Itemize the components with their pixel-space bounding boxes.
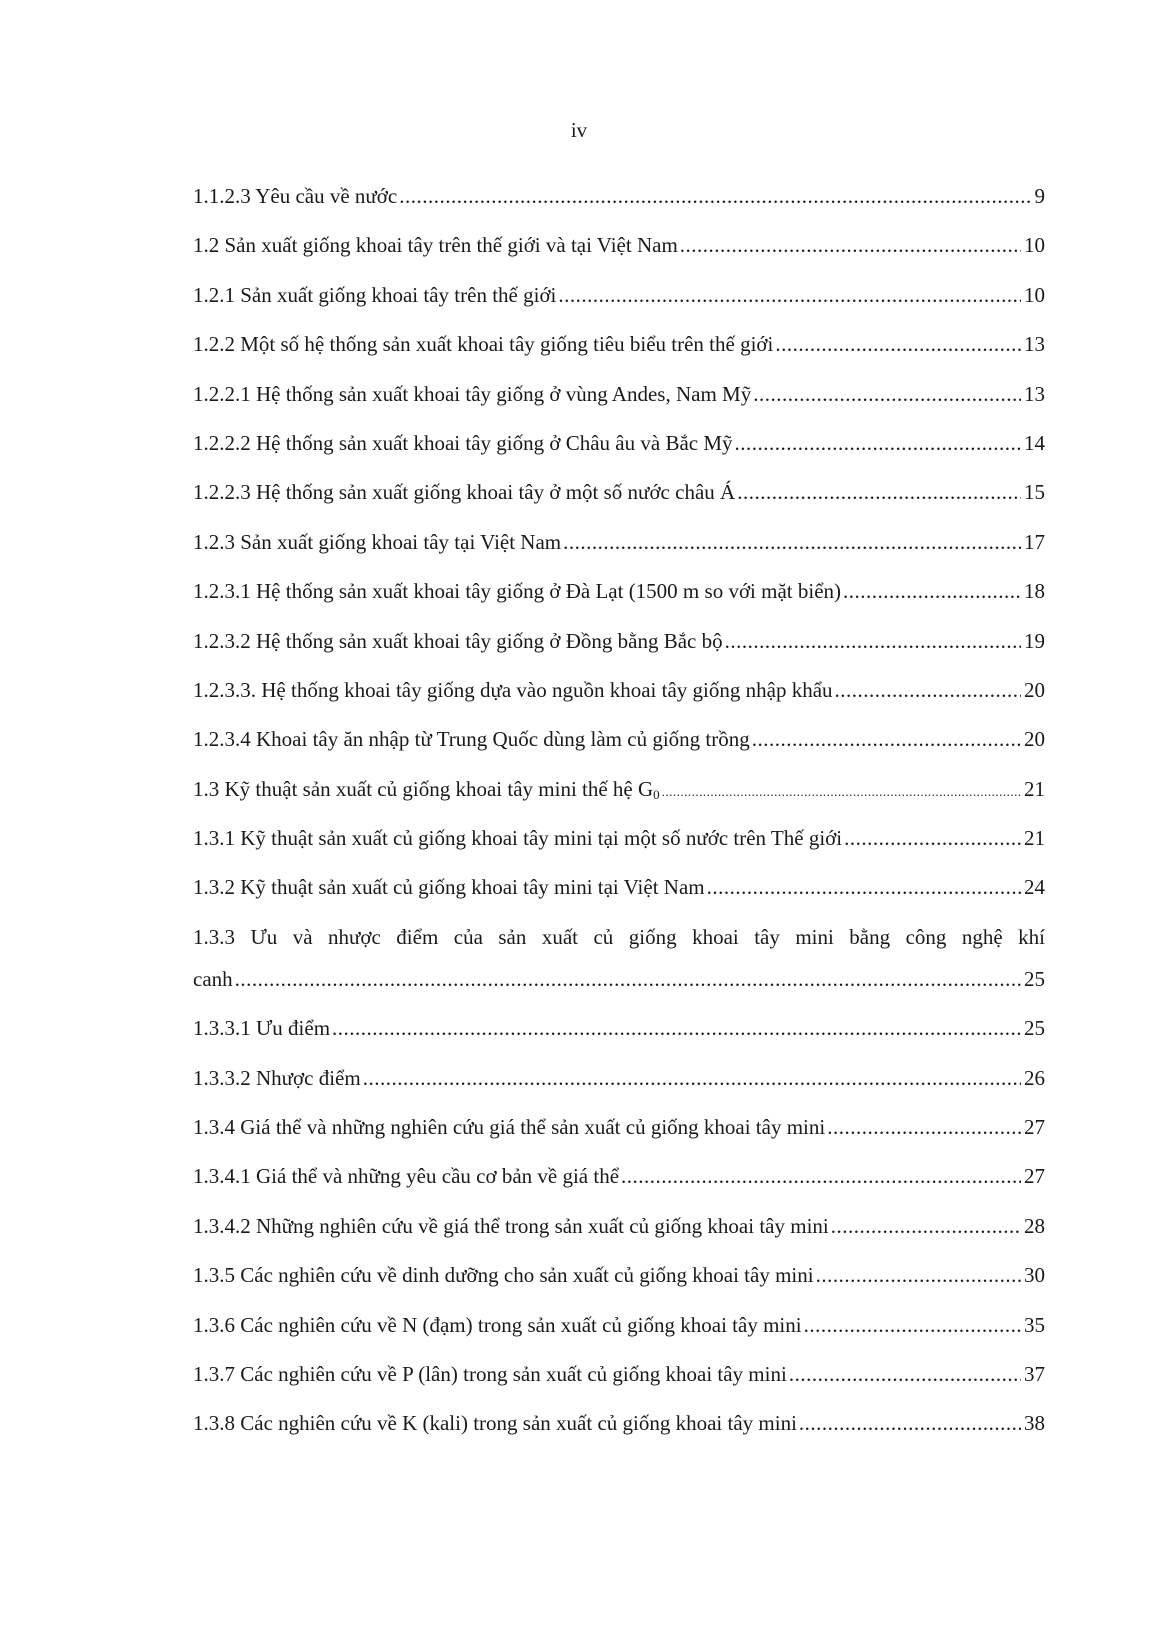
toc-entry[interactable] [193, 281, 1045, 330]
toc-entry-page: 18 [1024, 579, 1045, 604]
toc-entry-label: 1.2.3.4 Khoai tây ăn nhập từ Trung Quốc dùng làm củ giống trồng [193, 727, 750, 752]
toc-entry[interactable] [193, 627, 1045, 676]
toc-entry-label: 1.3.3 Ưu và nhược điểm của sản xuất củ giống khoai tây mini bằng công nghệ khí [193, 924, 1045, 949]
dot-leader [799, 1409, 1021, 1437]
toc-entry-page: 25 [1024, 1016, 1045, 1041]
toc-entry[interactable] [193, 873, 1045, 922]
dot-leader [816, 1261, 1021, 1289]
toc-entry-page: 28 [1024, 1213, 1045, 1238]
toc-entry-label: 1.2.3.3. Hệ thống khoai tây giống dựa vào nguồn khoai tây giống nhập khẩu [193, 677, 833, 702]
dot-leader [752, 725, 1021, 753]
dot-leader [735, 429, 1021, 457]
toc-entry-page: 26 [1024, 1065, 1045, 1090]
toc-entry-label: 1.2.2.3 Hệ thống sản xuất giống khoai tây ở một số nước châu Á [193, 480, 736, 505]
toc-entry-label: 1.3.4.2 Những nghiên cứu về giá thể trong sản xuất củ giống khoai tây mini [193, 1213, 829, 1238]
toc-entry-page: 13 [1024, 332, 1045, 357]
toc-entry[interactable] [193, 676, 1045, 725]
dot-leader [680, 231, 1021, 259]
toc-entry-page: 25 [1024, 966, 1045, 991]
toc-entry-page: 19 [1024, 628, 1045, 653]
toc-entry[interactable] [193, 1064, 1045, 1113]
toc-entry-label: 1.2.1 Sản xuất giống khoai tây trên thế giới [193, 282, 557, 307]
dot-leader [844, 824, 1021, 852]
toc-entry[interactable] [193, 577, 1045, 626]
toc-entry-label: 1.3.4.1 Giá thể và những yêu cầu cơ bản về giá thể [193, 1164, 620, 1189]
toc-entry-page: 14 [1024, 430, 1045, 455]
toc-entry[interactable] [193, 429, 1045, 478]
dot-leader [662, 778, 1021, 806]
toc-entry-label: 1.1.2.3 Yêu cầu về nước [193, 184, 398, 208]
toc-entry[interactable] [193, 1409, 1045, 1458]
toc-entry[interactable] [193, 1014, 1045, 1063]
dot-leader [558, 281, 1021, 309]
toc-entry[interactable] [193, 775, 1045, 824]
toc-entry-page: 20 [1024, 727, 1045, 752]
toc-entry-page: 27 [1024, 1164, 1045, 1189]
toc-entry[interactable] [193, 1360, 1045, 1409]
toc-entry[interactable] [193, 1113, 1045, 1162]
toc-entry-page: 24 [1024, 875, 1045, 900]
subscript: 0 [653, 786, 660, 802]
toc-entry[interactable] [193, 1212, 1045, 1261]
toc-entry-page: 21 [1024, 826, 1045, 851]
toc-entry-page: 20 [1024, 677, 1045, 702]
dot-leader [789, 1360, 1021, 1388]
toc-entry-label: 1.2.2.2 Hệ thống sản xuất khoai tây giống ở Châu âu và Bắc Mỹ [193, 430, 733, 455]
toc-entry[interactable] [193, 231, 1045, 280]
toc-entry-label: 1.2.3 Sản xuất giống khoai tây tại Việt Nam [193, 529, 562, 554]
toc-entry-page: 9 [1034, 184, 1045, 208]
toc-entry-label-text: 1.3 Kỹ thuật sản xuất củ giống khoai tây mini thế hệ G [193, 776, 654, 801]
toc-entry-page: 35 [1024, 1312, 1045, 1337]
toc-entry-page: 15 [1024, 480, 1045, 505]
toc-entry[interactable] [193, 330, 1045, 379]
toc-entry[interactable] [193, 1162, 1045, 1211]
toc-entry-label: 1.3.8 Các nghiên cứu về K (kali) trong sản xuất củ giống khoai tây mini [193, 1411, 797, 1436]
toc-entry-page: 10 [1024, 233, 1045, 258]
dot-leader [753, 380, 1021, 408]
dot-leader [399, 182, 1031, 210]
toc-entry-label: 1.3.4 Giá thể và những nghiên cứu giá thể sản xuất củ giống khoai tây mini [193, 1115, 826, 1140]
table-of-contents [193, 182, 1045, 1459]
toc-entry-page: 21 [1024, 776, 1045, 801]
toc-entry[interactable] [193, 380, 1045, 429]
dot-leader [737, 478, 1021, 506]
toc-entry-label: 1.2 Sản xuất giống khoai tây trên thế giới và tại Việt Nam [193, 233, 678, 258]
toc-entry-label: 1.2.2 Một số hệ thống sản xuất khoai tây giống tiêu biểu trên thế giới [193, 332, 774, 357]
toc-entry-label: 1.2.3.1 Hệ thống sản xuất khoai tây giống ở Đà Lạt (1500 m so với mặt biển) [193, 579, 842, 604]
dot-leader [363, 1064, 1021, 1092]
toc-entry[interactable] [193, 923, 1045, 1014]
dot-leader [707, 873, 1021, 901]
toc-entry-label: 1.3.5 Các nghiên cứu về dinh dưỡng cho sản xuất củ giống khoai tây mini [193, 1263, 814, 1288]
toc-entry[interactable] [193, 528, 1045, 577]
toc-entry-page: 27 [1024, 1115, 1045, 1140]
toc-entry-page: 38 [1024, 1411, 1045, 1436]
toc-entry-label: 1.3.3.2 Nhược điểm [193, 1065, 361, 1090]
toc-entry[interactable] [193, 725, 1045, 774]
dot-leader [775, 330, 1021, 358]
toc-entry-continuation [193, 965, 1045, 1014]
dot-leader [563, 528, 1021, 556]
toc-entry-page: 13 [1024, 381, 1045, 406]
toc-entry[interactable] [193, 478, 1045, 527]
dot-leader [332, 1014, 1021, 1042]
dot-leader [725, 627, 1021, 655]
toc-entry-page: 17 [1024, 529, 1045, 554]
dot-leader [827, 1113, 1021, 1141]
toc-entry-page: 37 [1024, 1361, 1045, 1386]
toc-entry-label: 1.3.2 Kỹ thuật sản xuất củ giống khoai tây mini tại Việt Nam [193, 875, 705, 900]
toc-entry-label: 1.3.3.1 Ưu điểm [193, 1016, 331, 1041]
dot-leader [804, 1311, 1021, 1339]
dot-leader [235, 965, 1021, 993]
toc-entry[interactable] [193, 182, 1045, 231]
dot-leader [835, 676, 1021, 704]
dot-leader [831, 1212, 1021, 1240]
toc-entry[interactable] [193, 824, 1045, 873]
toc-entry-page: 10 [1024, 282, 1045, 307]
toc-entry-page: 30 [1024, 1263, 1045, 1288]
toc-entry-label: 1.3.6 Các nghiên cứu về N (đạm) trong sản xuất củ giống khoai tây mini [193, 1312, 802, 1337]
toc-entry[interactable] [193, 1311, 1045, 1360]
page-number: iv [570, 118, 588, 142]
dot-leader [843, 577, 1021, 605]
toc-entry[interactable] [193, 1261, 1045, 1310]
toc-entry-label: 1.2.2.1 Hệ thống sản xuất khoai tây giống ở vùng Andes, Nam Mỹ [193, 381, 752, 406]
toc-entry-label-cont: canh [193, 966, 233, 991]
toc-entry-label: 1.2.3.2 Hệ thống sản xuất khoai tây giống ở Đồng bằng Bắc bộ [193, 628, 723, 653]
toc-entry-label: 1.3.1 Kỹ thuật sản xuất củ giống khoai tây mini tại một số nước trên Thế giới [193, 826, 843, 851]
toc-entry-label: 1.3.7 Các nghiên cứu về P (lân) trong sản xuất củ giống khoai tây mini [193, 1361, 787, 1386]
dot-leader [621, 1162, 1021, 1190]
toc-entry-label [193, 775, 660, 809]
